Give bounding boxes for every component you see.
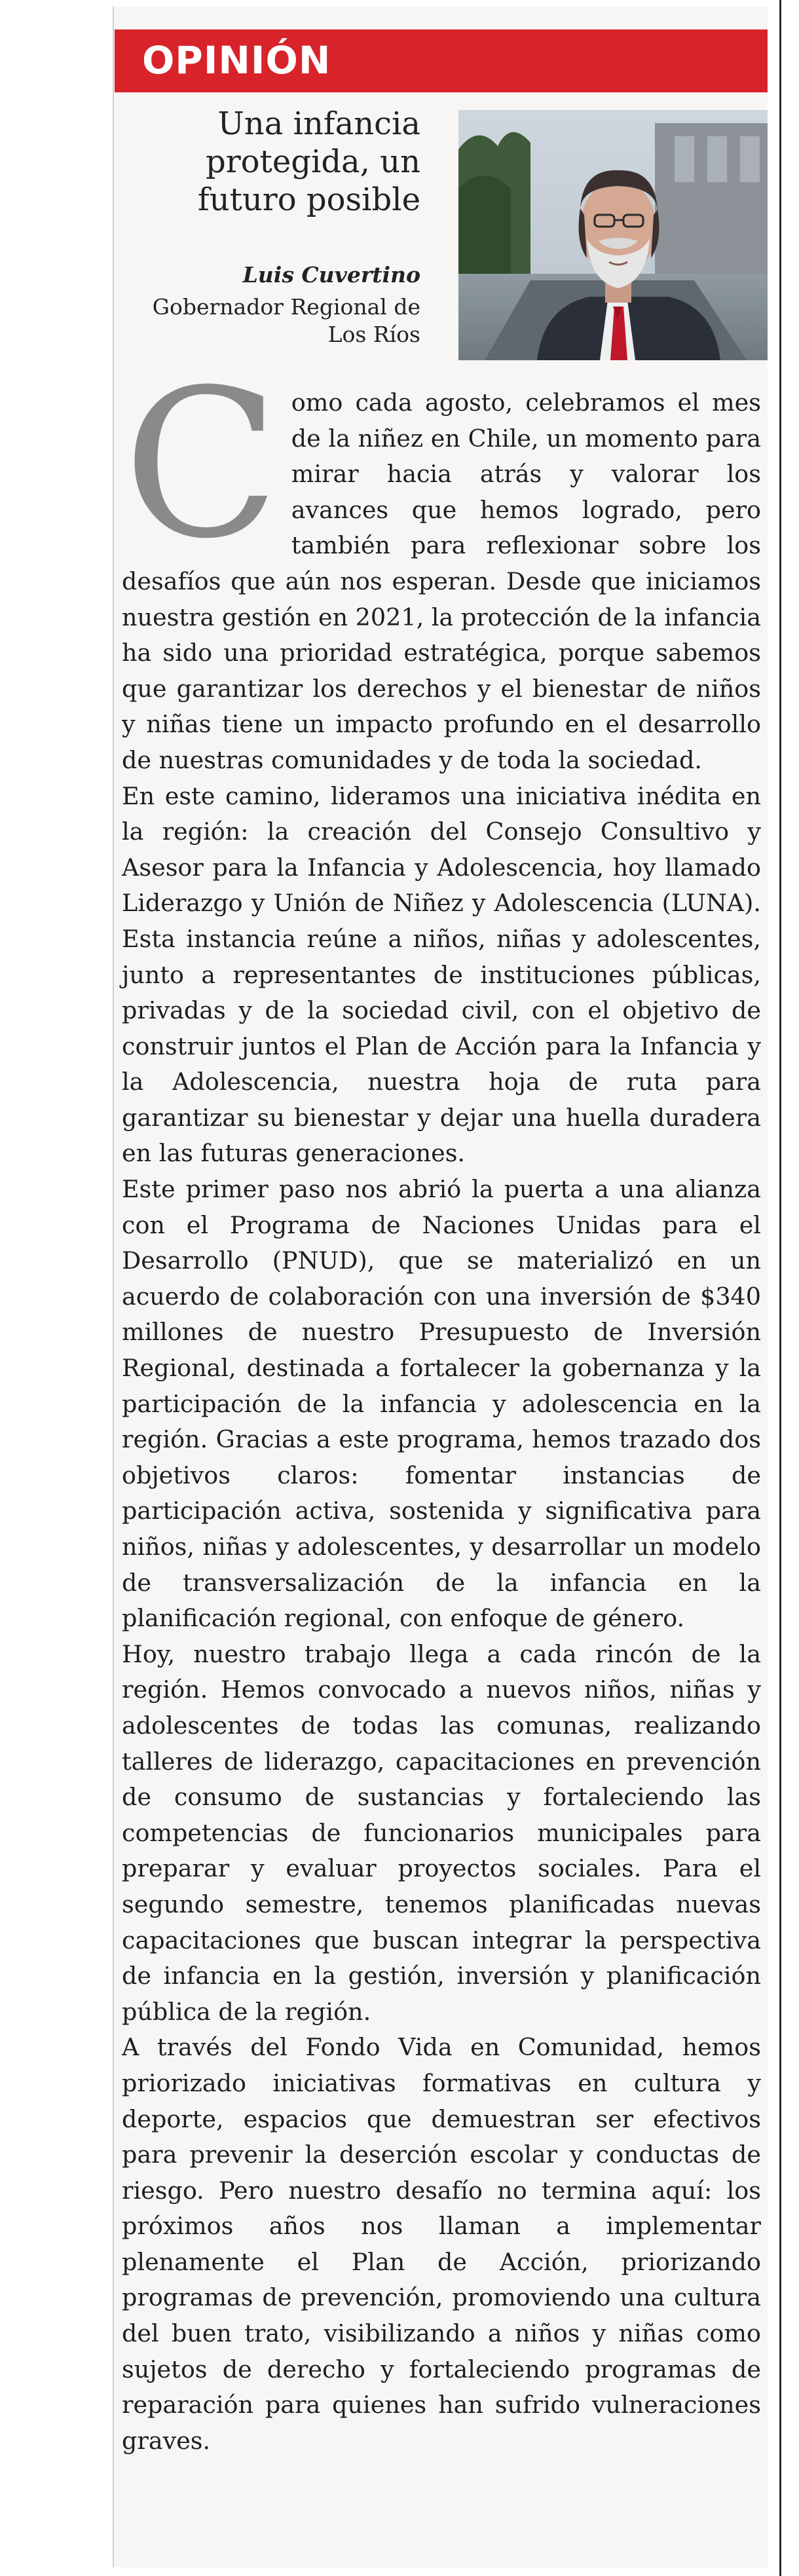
section-band bbox=[115, 29, 768, 92]
section-label: OPINIÓN bbox=[142, 38, 331, 83]
page-edge-rule bbox=[779, 0, 781, 2576]
paragraph-2: En este camino, lideramos una iniciativa inédita en la región: la creación del Consejo Consultivo y Asesor para la Infancia y Adolescencia, hoy llamado Liderazgo y Unión de Niñez y Adolescencia (LUNA). Esta instancia reúne a niños, niñas y adolescentes, junto a representantes de instituciones públicas, privadas y de la sociedad civil, con el objetivo de construir juntos el Plan de Acción para la Infancia y la Adolescencia, nuestra hoja de ruta para garantizar su bienestar y dejar una huella duradera en las futuras generaciones. bbox=[122, 781, 761, 1168]
paragraph-3: Este primer paso nos abrió la puerta a una alianza con el Programa de Naciones Unidas para el Desarrollo (PNUD), que se materializó en un acuerdo de colaboración con una inversión de $340 millones de nuestro Presupuesto de Inversión Regional, destinada a fortalecer la gobernanza y la participación de la infancia y adolescencia en la región. Gracias a este programa, hemos trazado dos objetivos claros: fomentar instancias de participación activa, sostenida y significativa para niños, niñas y adolescentes, y desarrollar un modelo de transversalización de la infancia en la planificación regional, con enfoque de género. bbox=[122, 1175, 761, 1633]
column-left-rule bbox=[113, 7, 114, 2567]
author-portrait-photo bbox=[458, 110, 768, 360]
paragraph-4: Hoy, nuestro trabajo llega a cada rincón de la región. Hemos convocado a nuevos niños, niñas y adolescentes de todas las comunas, realizando talleres de liderazgo, capacitaciones en prevención de consumo de sustancias y fortaleciendo las competencias de funcionarios municipales para preparar y evaluar proyectos sociales. Para el segundo semestre, tenemos planificadas nuevas capacitaciones que buscan integrar la perspectiva de infancia en la gestión, inversión y planificación pública de la región. bbox=[122, 1639, 761, 2026]
article-body bbox=[122, 345, 761, 2459]
paragraph-5: A través del Fondo Vida en Comunidad, hemos priorizado iniciativas formativas en cultura y deporte, espacios que demuestran ser efectivos para prevenir la deserción escolar y conductas de riesgo. Pero nuestro desafío no termina aquí: los próximos años nos llaman a implementar plenamente el Plan de Acción, priorizando programas de prevención, promoviendo una cultura del buen trato, visibilizando a niños y niñas como sujetos de derecho y fortaleciendo programas de reparación para quienes han sufrido vulneraciones graves. bbox=[122, 2033, 761, 2455]
headline: Una infancia protegida, un futuro posible bbox=[197, 105, 420, 218]
drop-cap: C bbox=[123, 345, 280, 584]
paragraph-1: omo cada agosto, celebramos el mes de la niñez en Chile, un momento para mirar hacia atrás y valorar los avances que hemos logrado, pero también para reflexionar sobre los desafíos que aún nos esperan. Desde que iniciamos nuestra gestión en 2021, la protección de la infancia ha sido una prioridad estratégica, porque sabemos que garantizar los derechos y el bienestar de niños y niñas tiene un impacto profundo en el desarrollo de nuestras comunidades y de toda la sociedad. bbox=[122, 388, 761, 774]
author-role: Gobernador Regional de Los Ríos bbox=[152, 294, 420, 347]
author-name: Luis Cuvertino bbox=[242, 262, 420, 288]
